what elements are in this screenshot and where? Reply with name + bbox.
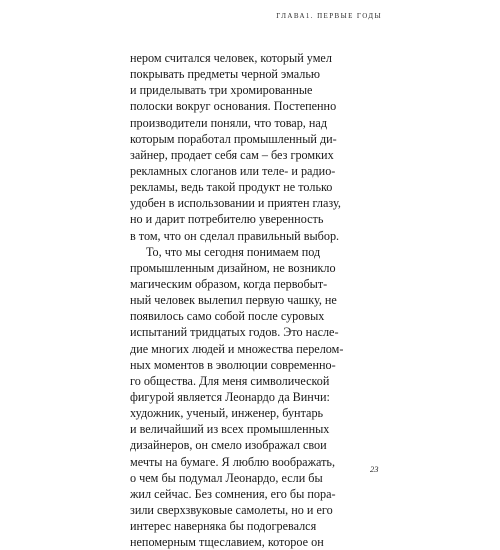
text-line: рекламных слоганов или теле- и радио-: [130, 163, 336, 178]
text-line: непомерным тщеславием, которое он: [130, 535, 324, 550]
paragraph-1: [130, 50, 380, 244]
running-head: ГЛАВА1. ПЕРВЫЕ ГОДЫ: [276, 12, 382, 20]
text-line: которым поработал промышленный ди-: [130, 131, 337, 146]
text-line: рекламы, ведь такой продукт не только: [130, 180, 333, 195]
text-line: магическим образом, когда первобыт-: [130, 276, 328, 291]
text-line: производители поняли, что товар, над: [130, 115, 328, 130]
text-line: покрывать предметы черной эмалью: [130, 67, 321, 82]
text-line: ных моментов в эволюции современно-: [130, 357, 336, 372]
text-line: в том, что он сделал правильный выбор.: [130, 228, 340, 243]
text-line: го общества. Для меня символической: [130, 373, 330, 388]
text-line: удобен в использовании и приятен глазу,: [130, 196, 341, 211]
text-line: То, что мы сегодня понимаем под: [146, 244, 321, 259]
text-line: нером считался человек, который умел: [130, 51, 332, 65]
text-line: дие многих людей и множества перелом-: [130, 341, 344, 356]
text-line: зили сверхзвуковые самолеты, но и его: [130, 502, 333, 517]
text-line: жил сейчас. Без сомнения, его бы пора-: [130, 486, 336, 501]
text-line: испытаний тридцатых годов. Это насле-: [130, 325, 339, 340]
text-line: и величайший из всех промышленных: [130, 422, 330, 437]
text-line: ный человек вылепил первую чашку, не: [130, 293, 337, 308]
text-line: мечты на бумаге. Я люблю воображать,: [130, 454, 336, 469]
body-text: [130, 50, 380, 550]
page-number: 23: [370, 464, 379, 474]
text-line: зайнер, продает себя сам – без громких: [130, 147, 334, 162]
text-line: интерес наверняка бы подогревался: [130, 519, 317, 534]
text-line: художник, ученый, инженер, бунтарь: [130, 406, 324, 421]
text-line: промышленным дизайном, не возникло: [130, 260, 336, 275]
text-line: полоски вокруг основания. Постепенно: [130, 99, 337, 114]
text-line: дизайнеров, он смело изображал свои: [130, 438, 327, 453]
text-line: но и дарит потребителю уверенность: [130, 212, 324, 227]
text-line: появилось само собой после суровых: [130, 309, 325, 324]
text-line: фигурой является Леонардо да Винчи:: [130, 389, 330, 404]
paragraph-2: [130, 244, 380, 550]
text-line: и приделывать три хромированные: [130, 83, 313, 98]
text-line: о чем бы подумал Леонардо, если бы: [130, 470, 323, 485]
